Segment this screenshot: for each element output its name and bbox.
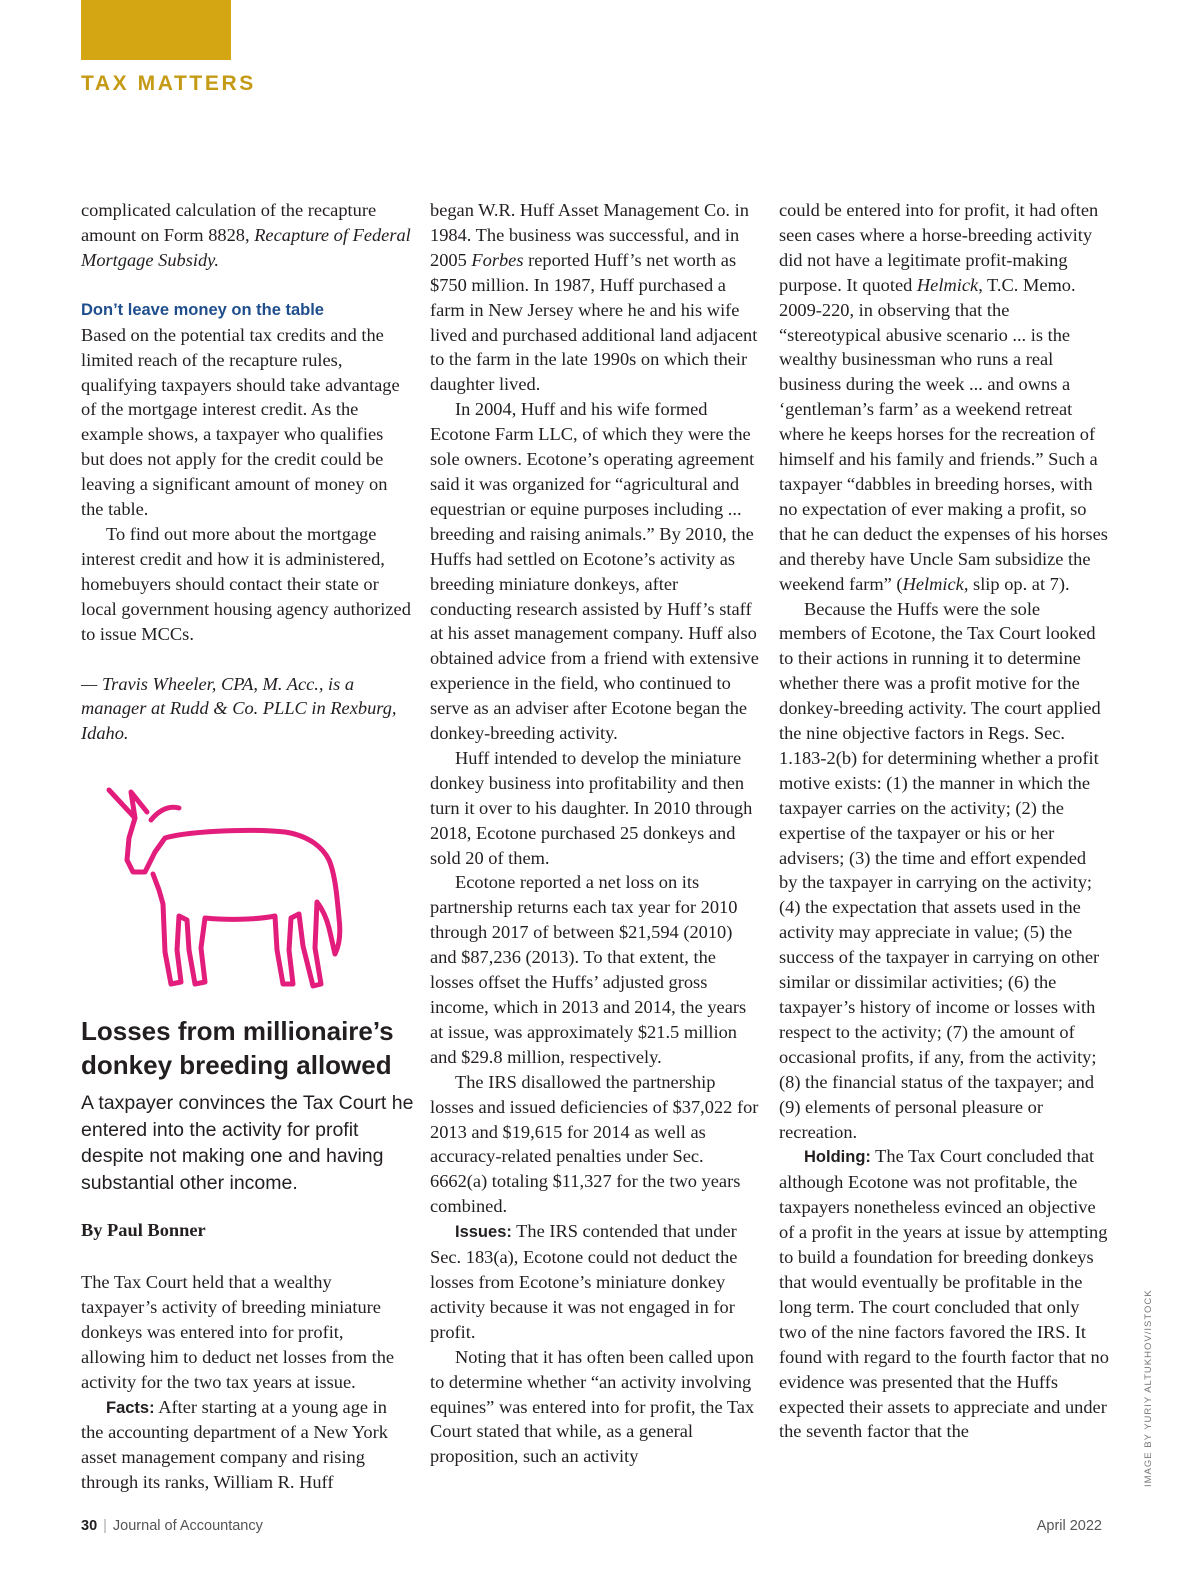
paragraph: Huff intended to develop the miniature donkey business into profitability and then turn it over to his daughter. In 2010 through 2018, Ecotone purchased 25 donkeys and sold 20 of them. — [430, 747, 753, 868]
subhead: Don’t leave money on the table — [81, 300, 324, 319]
paragraph: Based on the potential tax credits and the limited reach of the recapture rules, qualifying taxpayers should take advantage of the mortgage interest credit. As the example shows, a taxpayer who qualifies but does not apply for the credit could be leaving a significant amount of money on the table. — [81, 324, 400, 520]
paragraph: Holding: The Tax Court concluded that although Ecotone was not profitable, the taxpayers nonetheless evinced an objective of a profit in the years at issue by attempting to build a foundation for breeding donkeys that would eventually be profitable in the long term. The court concluded that only two of the nine factors favored the IRS. It found with regard to the fourth factor that no evidence was presented that the Huffs expected their assets to appreciate and under the seventh factor that the — [779, 1146, 1109, 1442]
paragraph: Ecotone reported a net loss on its partnership returns each tax year for 2010 through 2017 of between $21,594 (2010) and $87,236 (2013). To that extent, the losses offset the Huffs’ adjusted gross income, which in 2013 and 2014, the years at issue, was approximately $21.5 million and $29.8 million, respectively. — [430, 872, 747, 1067]
column-3 — [779, 198, 1109, 1444]
image-credit: IMAGE BY YURIY ALTUKHOV/ISTOCK — [1143, 1289, 1154, 1487]
article-body-start — [81, 1270, 411, 1495]
paragraph: could be entered into for profit, it had often seen cases where a horse-breeding activity did not have a legitimate profit-making purpose. It quoted Helmick, T.C. Memo. 2009-220, in observing that the “stereotypical abusive scenario ... is the wealthy businessman who runs a real business during the week ... and owns a ‘gentleman’s farm’ as a weekend retreat where he keeps horses for the recreation of himself and his family and friends.” Such a taxpayer “dabbles in breeding horses, with no expectation of ever making a profit, so that he can deduct the expenses of his horses and thereby have Uncle Sam subsidize the weekend farm” (Helmick, slip op. at 7). — [779, 200, 1108, 594]
issue-date: April 2022 — [1036, 1518, 1102, 1534]
column-2 — [430, 198, 760, 1469]
paragraph: began W.R. Huff Asset Management Co. in 1984. The business was successful, and in 2005 Forbes reported Huff’s net worth as $750 million. In 1987, Huff purchased a farm in New Jersey where he and his wife lived and purchased additional land adjacent to the farm in the late 1990s on which their daughter lived. — [430, 200, 758, 395]
article-deck: A taxpayer convinces the Tax Court he entered into the activity for profit despite not making one and having substantial other income. — [81, 1092, 414, 1194]
paragraph: The Tax Court held that a wealthy taxpayer’s activity of breeding miniature donkeys was entered into for profit, allowing him to deduct net losses from the activity for the two tax years at issue. — [81, 1272, 395, 1392]
publication-name: Journal of Accountancy — [112, 1518, 263, 1534]
article-headline: Losses from millionaire’s donkey breeding allowed — [81, 1016, 394, 1080]
page-footer — [81, 1518, 1102, 1534]
paragraph: In 2004, Huff and his wife formed Ecotone Farm LLC, of which they were the sole owners. Ecotone’s operating agreement said it was organized for “agricultural and equestrian or equine purposes including ... breeding and raising animals.” By 2010, the Huffs had settled on Ecotone’s activity as breeding miniature donkeys, after conducting research assisted by Huff’s staff at his asset management company. Huff also obtained advice from a friend with extensive experience in the field, who continued to serve as an adviser after Ecotone began the donkey-breeding activity. — [430, 399, 759, 744]
paragraph: Issues: The IRS contended that under Sec. 183(a), Ecotone could not deduct the losses from Ecotone’s miniature donkey activity because it was not engaged in for profit. — [430, 1221, 738, 1342]
paragraph: complicated calculation of the recapture amount on Form 8828, Recapture of Federal Mortgage Subsidy. — [81, 200, 411, 270]
section-color-bar — [81, 0, 231, 60]
author-signature: — Travis Wheeler, CPA, M. Acc., is a manager at Rudd & Co. PLLC in Rexburg, Idaho. — [81, 673, 397, 744]
footer-separator: | — [103, 1518, 107, 1534]
column-1 — [81, 198, 411, 746]
paragraph: To find out more about the mortgage interest credit and how it is administered, homebuyers should contact their state or local government housing agency authorized to issue MCCs. — [81, 523, 411, 644]
section-kicker: TAX MATTERS — [81, 72, 256, 95]
page-number: 30 — [81, 1518, 98, 1534]
paragraph: Because the Huffs were the sole members of Ecotone, the Tax Court looked to their actions in running it to determine whether there was a profit motive for the donkey-breeding activity. The court applied the nine objective factors in Regs. Sec. 1.183-2(b) for determining whether a profit motive exists: (1) the manner in which the taxpayer carries on the activity; (2) the expertise of the taxpayer or his or her advisers; (3) the time and effort expended by the taxpayer in carrying on the activity; (4) the expectation that assets used in the activity may appreciate in value; (5) the success of the taxpayer in carrying on other similar or dissimilar activities; (6) the taxpayer’s history of income or losses with respect to the activity; (7) the amount of occasional profits, if any, from the activity; (8) the financial status of the taxpayer; and (9) elements of personal pleasure or recreation. — [779, 598, 1101, 1142]
paragraph: Noting that it has often been called upon to determine whether “an activity involving equines” was entered into for profit, the Tax Court stated that while, as a general proposition, such an activity — [430, 1346, 755, 1467]
donkey-icon — [95, 778, 355, 993]
paragraph: Facts: After starting at a young age in the accounting department of a New York asset management company and rising through its ranks, William R. Huff — [81, 1396, 388, 1493]
byline: By Paul Bonner — [81, 1220, 206, 1240]
paragraph: The IRS disallowed the partnership losses and issued deficiencies of $37,022 for 2013 and $19,615 for 2014 as well as accuracy-related penalties under Sec. 6662(a) totaling $11,327 for the two years combined. — [430, 1071, 759, 1217]
